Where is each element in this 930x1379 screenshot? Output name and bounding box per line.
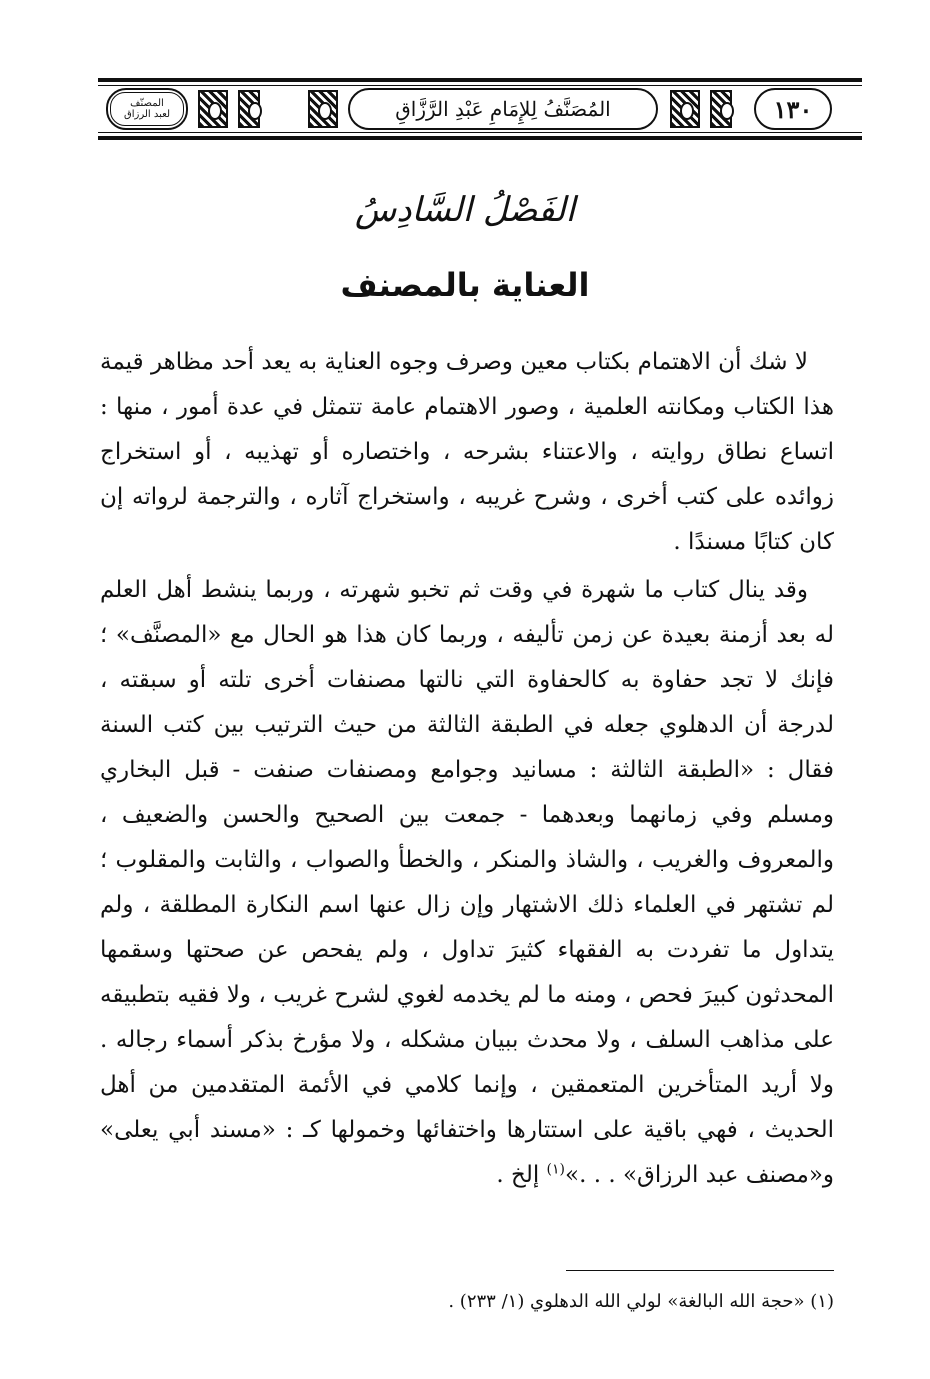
chapter-title: الفَصْلُ السَّادِسُ [354, 190, 576, 230]
body-text [100, 340, 834, 1198]
ornament-icon [670, 90, 700, 128]
running-title: المُصَنَّفُ لِلإِمَامِ عَبْدِ الرَّزَّاقِ [348, 88, 658, 130]
header-rule-bottom [98, 132, 862, 133]
paragraph-tail: إلخ . [496, 1162, 547, 1188]
seal-emblem [106, 88, 188, 130]
footnote-ref: (١) [546, 1161, 565, 1178]
ornament-icon [198, 90, 228, 128]
footnote-divider [566, 1270, 834, 1271]
ornament-icon [238, 90, 260, 128]
page-header [98, 78, 862, 140]
ornament-icon [308, 90, 338, 128]
seal-line-2: لعبد الرزاق [123, 109, 171, 120]
seal-line-1: المصنّف [130, 98, 164, 109]
paragraph [100, 568, 834, 1198]
header-rule-top [98, 85, 862, 86]
paragraph-text: وقد ينال كتاب ما شهرة في وقت ثم تخبو شهرته ، وربما ينشط أهل العلم له بعد أزمنة بعيدة عن زمن تأليفه ، وربما كان هذا هو الحال مع «المصنَّف» ؛ فإنك لا تجد حفاوة به كالحفاوة التي نالتها مصنفات أخرى تلته أو سبقته ، لدرجة أن الدهلوي جعله في الطبقة الثالثة من حيث الترتيب بين كتب السنة فقال : «الطبقة الثالثة : مسانيد وجوامع ومصنفات صنفت - قبل البخاري ومسلم وفي زمانهما وبعدهما - جمعت بين الصحيح والحسن والضعيف ، والمعروف والغريب ، والشاذ والمنكر ، والخطأ والصواب ، والثابت والمقلوب ؛ لم تشتهر في العلماء ذلك الاشتهار وإن زال عنها اسم النكارة المطلقة ، ولم يتداول ما تفردت به الفقهاء كثيرَ تداول ، ولم يفحص عن صحتها وسقمها المحدثون كبيرَ فحص ، ومنه ما لم يخدمه لغوي لشرح غريب ، ولا فقيه بتطبيقه على مذاهب السلف ، ولا محدث ببيان مشكله ، ولا مؤرخ بذكر أسماء رجاله . ولا أريد المتأخرين المتعمقين ، وإنما كلامي في الأئمة المتقدمين من أهل الحديث ، فهي باقية على استتارها واختفائها وخمولها كـ : «مسند أبي يعلى» و«مصنف عبد الرزاق» . . .» [100, 577, 834, 1188]
paragraph: لا شك أن الاهتمام بكتاب معين وصرف وجوه العناية به يعد أحد مظاهر قيمة هذا الكتاب ومكانته العلمية ، وصور الاهتمام عامة تتمثل في عدة أمور ، منها : اتساع نطاق روايته ، والاعتناء بشرحه ، واختصاره أو تهذيبه ، أو استخراج زوائده على كتب أخرى ، وشرح غريبه ، واستخراج آثاره ، والترجمة لرواته إن كان كتابًا مسندًا . [100, 349, 834, 555]
page-number: ١٣٠ [754, 88, 832, 130]
ornament-icon [710, 90, 732, 128]
footnote: (١) «حجة الله البالغة» لولي الله الدهلوي (١/ ٢٣٣) . [448, 1291, 834, 1312]
section-title: العناية بالمصنف [340, 266, 590, 304]
